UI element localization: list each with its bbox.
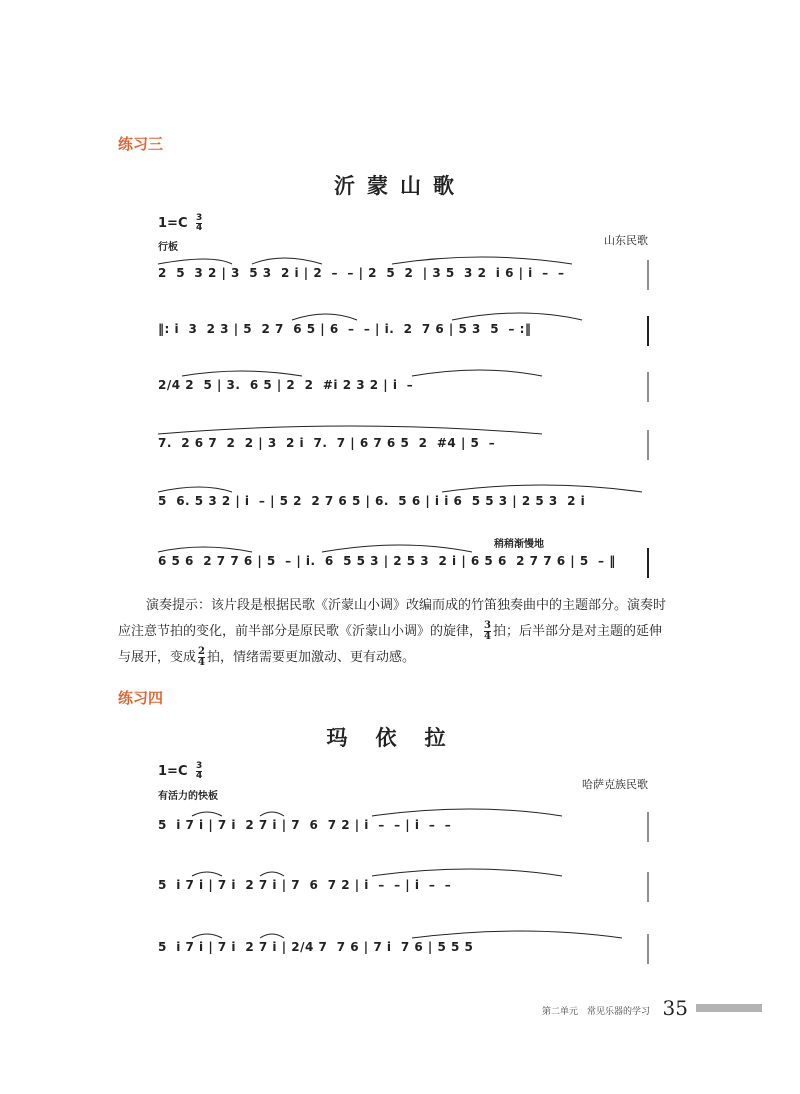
notation-row <box>152 804 652 844</box>
exercise4-heading: 练习四 <box>118 689 164 707</box>
notation-row <box>152 540 652 580</box>
exercise3-heading: 练习三 <box>118 135 164 153</box>
prose-line-3: 与展开，变成 $\frac{2}{4}$ 拍，情绪需要更加激动、更有动感。 <box>118 646 415 668</box>
exercise4-origin: 哈萨克族民歌 <box>582 778 648 791</box>
notation-row <box>152 252 652 292</box>
notation-text: 5 i 7 i | 7 i 2 7 i | 2/4 7 7 6 | 7 i 7 6 | 5 5 5 <box>158 940 474 954</box>
notation-text: 5 i 7 i | 7 i 2 7 i | 7 6 7 2 | i – – | i – – <box>158 878 452 892</box>
notation-row <box>152 480 652 520</box>
exercise3-origin: 山东民歌 <box>604 234 648 247</box>
prose-line-2: 应注意节拍的变化，前半部分是原民歌《沂蒙山小调》的旋律， $\frac{3}{4}$ 拍；后半部分是对主题的延伸 <box>118 620 662 642</box>
footer-bar <box>696 1004 762 1012</box>
notation-text: 6 5 6 2 7 7 6 | 5 – | i. 6 5 5 3 | 2 5 3 2 i | 6 5 6 2 7 7 6 | 5 – ‖ <box>158 554 616 568</box>
time-signature: $\frac{3}{4}$ <box>196 761 203 781</box>
notation-text: 2 5 3 2 | 3 5 3 2 i | 2 – – | 2 5 2 | 3 5 3 2 i 6 | i – – <box>158 266 565 280</box>
exercise3-key <box>158 214 202 233</box>
notation-row <box>152 308 652 348</box>
notation-text: 2/4 2 5 | 3. 6 5 | 2 2 #i 2 3 2 | i – <box>158 378 414 392</box>
notation-row <box>152 364 652 404</box>
prose-line-1: 演奏提示：该片段是根据民歌《沂蒙山小调》改编而成的竹笛独奏曲中的主题部分。演奏时 <box>146 598 667 613</box>
exercise4-title: 玛依拉 <box>326 725 474 750</box>
exercise3-tempo: 行板 <box>158 242 178 253</box>
notation-row <box>152 864 652 904</box>
exercise4-key <box>158 762 202 781</box>
exercise4-tempo: 有活力的快板 <box>158 791 218 802</box>
notation-row <box>152 422 652 462</box>
key-signature: 1=C <box>158 216 188 231</box>
key-signature: 1=C <box>158 764 188 779</box>
notation-row <box>152 926 652 966</box>
performance-notes <box>118 593 678 671</box>
notation-text: 7. 2 6 7 2 2 | 3 2 i 7. 7 | 6 7 6 5 2 #4 | 5 – <box>158 436 496 450</box>
tempo-change-marking: 稍稍渐慢地 <box>494 539 544 550</box>
notation-text: ‖: i 3 2 3 | 5 2 7 6 5 | 6 – – | i. 2 7 6 | 5 3 5 – :‖ <box>158 322 532 336</box>
notation-text: 5 6. 5 3 2 | i – | 5 2 2 7 6 5 | 6. 5 6 | i i 6 5 5 3 | 2 5 3 2 i <box>158 494 586 508</box>
exercise3-title: 沂蒙山歌 <box>334 173 466 198</box>
page-number: 35 <box>662 996 688 1020</box>
notation-text: 5 i 7 i | 7 i 2 7 i | 7 6 7 2 | i – – | i – – <box>158 818 452 832</box>
time-signature: $\frac{3}{4}$ <box>196 213 203 233</box>
footer-unit: 第二单元 常见乐器的学习 <box>541 1007 650 1017</box>
